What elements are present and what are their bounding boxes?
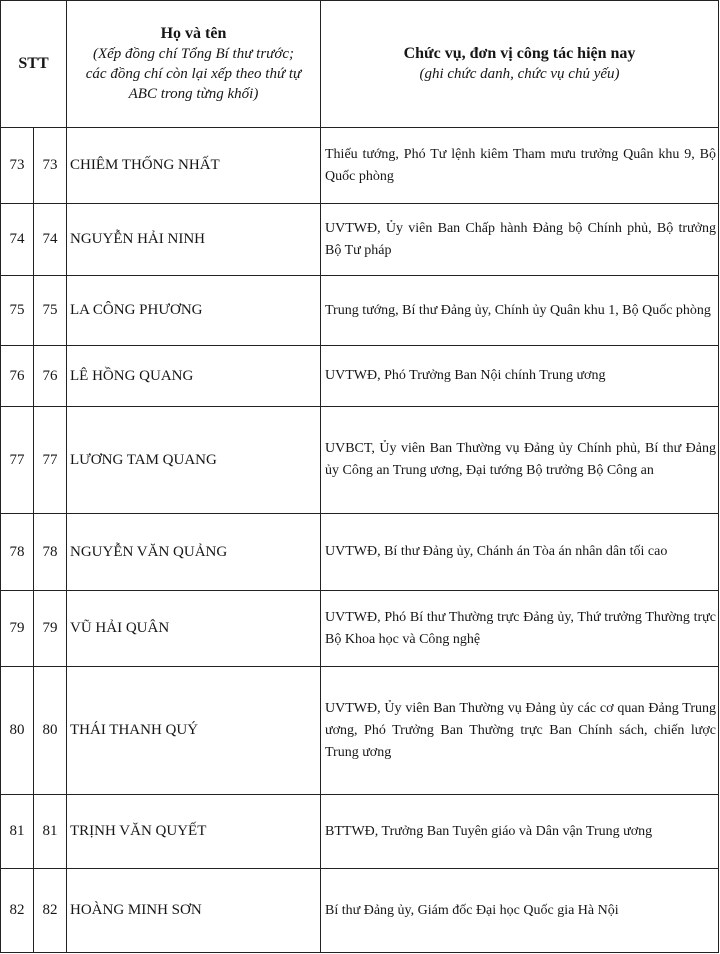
role-cell: Trung tướng, Bí thư Đảng ủy, Chính ủy Quân khu 1, Bộ Quốc phòng [321, 276, 719, 346]
table-row [1, 667, 719, 795]
table-row [1, 346, 719, 407]
stt-cell: 74 [1, 204, 34, 276]
stt-cell: 76 [1, 346, 34, 407]
stt-cell-2: 78 [34, 514, 67, 591]
stt-cell-2: 77 [34, 407, 67, 514]
header-name-note-1: (Xếp đồng chí Tổng Bí thư trước; [92, 46, 294, 62]
name-cell: NGUYỄN HẢI NINH [67, 204, 321, 276]
name-cell: THÁI THANH QUÝ [67, 667, 321, 795]
table-row [1, 204, 719, 276]
header-name-title: Họ và tên [160, 25, 227, 42]
stt-cell-2: 76 [34, 346, 67, 407]
stt-cell-2: 80 [34, 667, 67, 795]
stt-cell: 75 [1, 276, 34, 346]
name-cell: CHIÊM THỐNG NHẤT [67, 128, 321, 204]
table-row [1, 869, 719, 953]
table-row [1, 795, 719, 869]
header-role [321, 1, 719, 128]
table-row [1, 407, 719, 514]
header-role-title: Chức vụ, đơn vị công tác hiện nay [403, 45, 636, 62]
table-header-row [1, 1, 719, 128]
role-cell: UVTWĐ, Ủy viên Ban Thường vụ Đảng ủy các cơ quan Đảng Trung ương, Phó Trưởng Ban Thường trực Ban Chính sách, chiến lược Trung ương [321, 667, 719, 795]
header-name [67, 1, 321, 128]
table-row [1, 276, 719, 346]
table-row [1, 514, 719, 591]
table-row [1, 128, 719, 204]
header-role-note: (ghi chức danh, chức vụ chủ yếu) [419, 66, 620, 82]
role-cell: Thiếu tướng, Phó Tư lệnh kiêm Tham mưu trưởng Quân khu 9, Bộ Quốc phòng [321, 128, 719, 204]
name-cell: HOÀNG MINH SƠN [67, 869, 321, 953]
name-cell: TRỊNH VĂN QUYẾT [67, 795, 321, 869]
name-cell: LA CÔNG PHƯƠNG [67, 276, 321, 346]
stt-cell: 77 [1, 407, 34, 514]
stt-cell: 82 [1, 869, 34, 953]
stt-cell-2: 75 [34, 276, 67, 346]
role-cell: Bí thư Đảng ủy, Giám đốc Đại học Quốc gia Hà Nội [321, 869, 719, 953]
name-cell: LÊ HỒNG QUANG [67, 346, 321, 407]
stt-cell: 81 [1, 795, 34, 869]
role-cell: UVTWĐ, Phó Trưởng Ban Nội chính Trung ương [321, 346, 719, 407]
role-cell: UVTWĐ, Ủy viên Ban Chấp hành Đảng bộ Chính phủ, Bộ trưởng Bộ Tư pháp [321, 204, 719, 276]
role-cell: UVTWĐ, Phó Bí thư Thường trực Đảng ủy, Thứ trưởng Thường trực Bộ Khoa học và Công nghệ [321, 591, 719, 667]
role-cell: UVTWĐ, Bí thư Đảng ủy, Chánh án Tòa án nhân dân tối cao [321, 514, 719, 591]
name-cell: NGUYỄN VĂN QUẢNG [67, 514, 321, 591]
name-cell: LƯƠNG TAM QUANG [67, 407, 321, 514]
role-cell: BTTWĐ, Trưởng Ban Tuyên giáo và Dân vận Trung ương [321, 795, 719, 869]
stt-cell-2: 74 [34, 204, 67, 276]
table-row [1, 591, 719, 667]
header-name-note-3: ABC trong từng khối) [128, 86, 259, 102]
stt-cell: 73 [1, 128, 34, 204]
stt-cell: 80 [1, 667, 34, 795]
header-stt: STT [1, 1, 67, 128]
stt-cell: 79 [1, 591, 34, 667]
role-cell: UVBCT, Ủy viên Ban Thường vụ Đảng ủy Chính phủ, Bí thư Đảng ủy Công an Trung ương, Đại tướng Bộ trưởng Bộ Công an [321, 407, 719, 514]
stt-cell: 78 [1, 514, 34, 591]
header-name-note-2: các đồng chí còn lại xếp theo thứ tự [85, 66, 302, 82]
name-cell: VŨ HẢI QUÂN [67, 591, 321, 667]
stt-cell-2: 81 [34, 795, 67, 869]
stt-cell-2: 73 [34, 128, 67, 204]
stt-cell-2: 82 [34, 869, 67, 953]
stt-cell-2: 79 [34, 591, 67, 667]
